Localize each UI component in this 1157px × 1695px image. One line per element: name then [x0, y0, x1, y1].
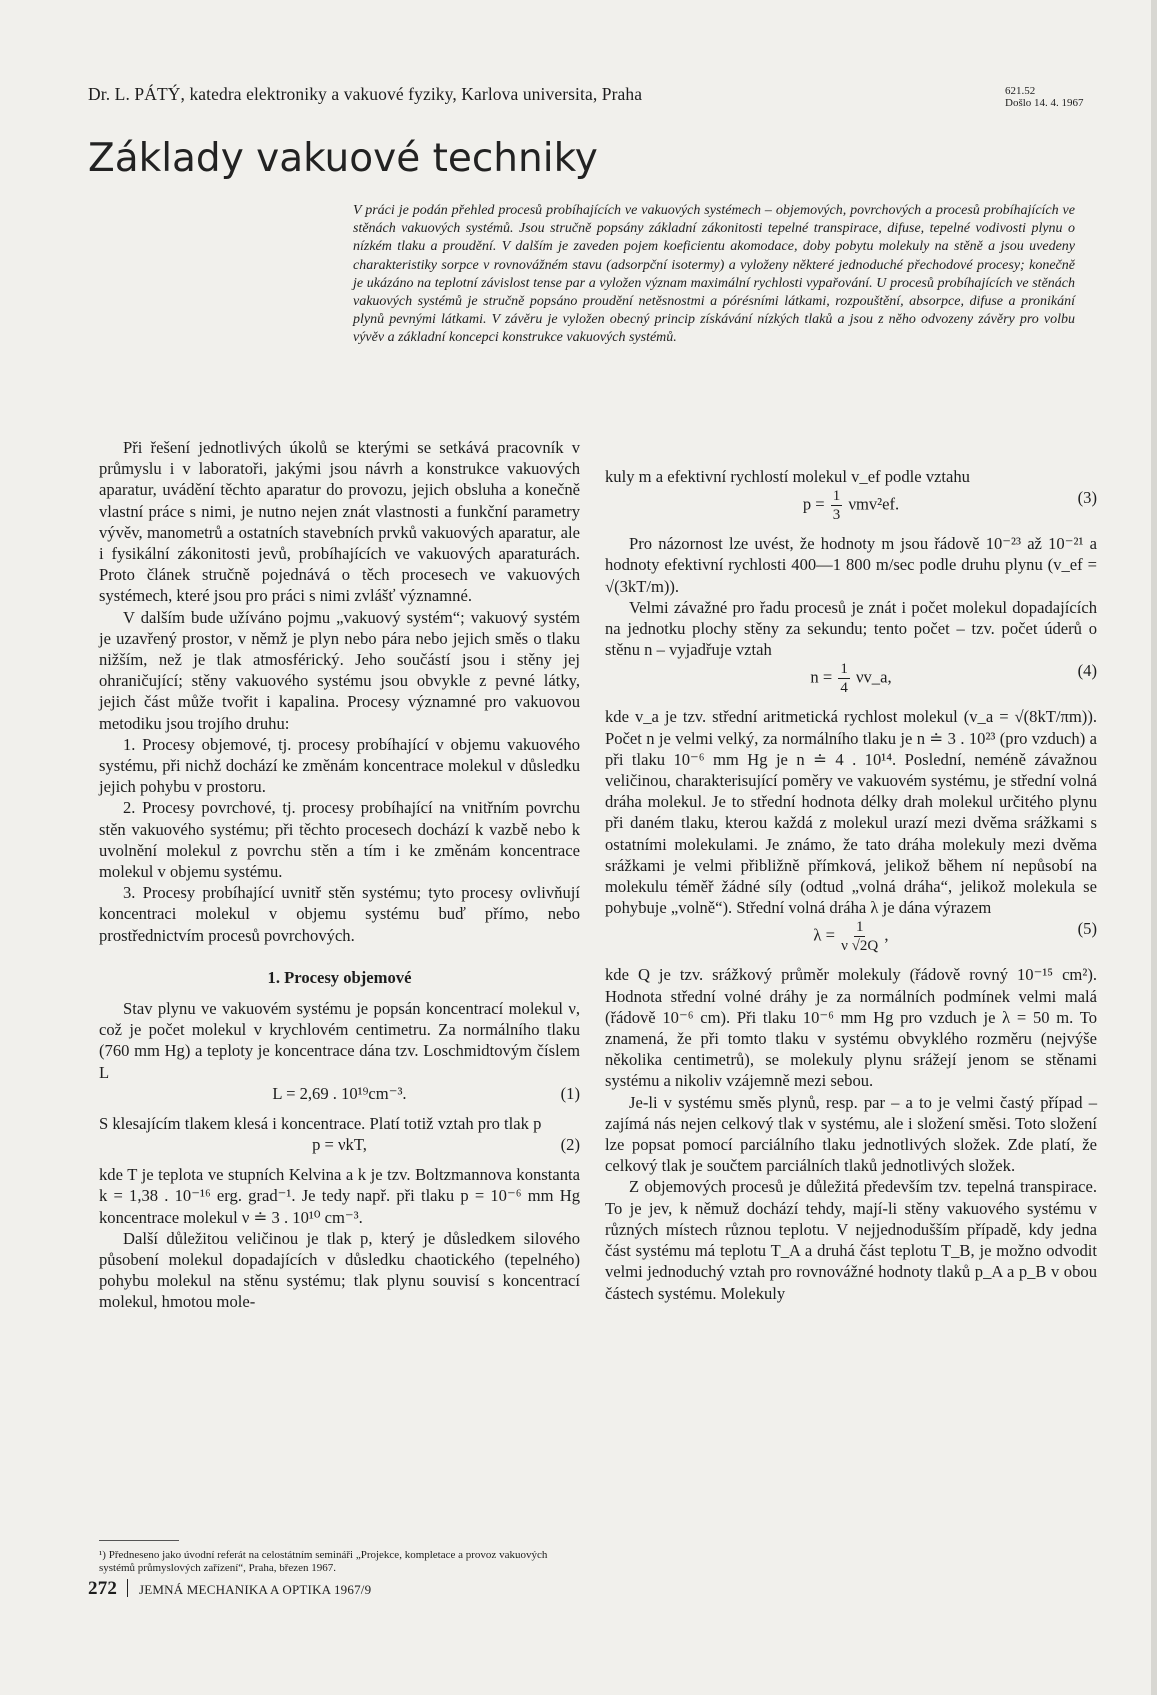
equation-number: (4)	[1077, 661, 1097, 681]
right-column	[605, 466, 1097, 1304]
paragraph: kuly m a efektivní rychlostí molekul v_ef podle vztahu	[605, 467, 970, 486]
paragraph: Z objemových procesů je důležitá především tzv. tepelná transpirace. To je jev, k němuž dochází tehdy, mají-li stěny vakuového systému v různých místech různou teplotu. V nejjednodušším případě, kdy jedna část systému má teplotu T_A a druhá část teplotu T_B, je možno odvodit velmi jednoduchý vztah pro rovnovážné hodnoty tlaků p_A a p_B v obou částech systému. Molekuly	[605, 1177, 1097, 1303]
paragraph: V dalším bude užíváno pojmu „vakuový systém“; vakuový systém je uzavřený prostor, v němž je plyn nebo pára nebo jejich směs o tlaku nižším, než je tlak atmosférický. Jeho součástí jsou i stěny jej ohraničující; stěny vakuového systému jsou obvykle z pevné látky, jejich část může tvořit i kapalina. Procesy významné pro vakuovou metodiku jsou trojího druhu:	[99, 607, 580, 733]
equation-number: (1)	[560, 1083, 580, 1103]
paragraph: Další důležitou veličinou je tlak p, který je důsledkem silového působení molekul dopadajících v důsledku chaotického (tepelného) pohybu molekul na stěnu systému; tlak plynu souvisí s koncentrací molekul, hmotou mole-	[99, 1228, 580, 1312]
footnote: ¹) Předneseno jako úvodní referát na celostátním semináři „Projekce, kompletace a provoz vakuových systémů průmyslových zařízení“, Praha, březen 1967.	[99, 1549, 548, 1574]
paragraph: kde v_a je tzv. střední aritmetická rychlost molekul (v_a = √(8kT/πm)). Počet n je velmi velký, za normálního tlaku je n ≐ 3 . 10²³ (pro vzduch) a při tlaku 10⁻⁶ mm Hg je n ≐ 4 . 10¹⁴. Poslední, neméně závažnou veličinou, charakterisující poměry ve vakuovém systému, je střední volná dráha molekul. Je to střední hodnota délky drah molekul určitého plynu při daném tlaku, kterou každá z molekul urazí mezi dvěma srážkami s ostatními molekulami. Je známo, že tato dráha molekuly mezi dvěma srážkami je velmi přibližně přímková, jelikož během ní nepůsobí na molekulu téměř žádné síly (odtud „volná dráha“, jelikož molekula se pohybuje „volně“). Střední volná dráha λ je dána výrazem	[605, 707, 1097, 918]
page-footer	[88, 1578, 371, 1600]
paragraph: Stav plynu ve vakuovém systému je popsán koncentrací molekul ν, což je počet molekul v krychlovém centimetru. Za normálního tlaku (760 mm Hg) a teploty je koncentrace dána tzv. Loschmidtovým číslem L	[99, 999, 580, 1082]
list-item: 1. Procesy objemové, tj. procesy probíhající v objemu vakuového systému, při nichž dochází ke změnám koncentrace molekul v důsledku jejich pohybu v prostoru.	[99, 734, 580, 797]
equation-expression: L = 2,69 . 10¹⁹cm⁻³.	[272, 1083, 407, 1103]
equation-4	[605, 660, 1097, 706]
equation-number: (3)	[1077, 488, 1097, 508]
page-number: 272	[88, 1578, 118, 1599]
classification-code: 621.52	[1005, 85, 1036, 97]
fraction-denominator: 4	[840, 680, 848, 697]
paragraph: Je-li v systému směs plynů, resp. par – a to je velmi častý případ – zajímá nás nejen celkový tlak v systému, ale i složení směsi. Toto složení lze popsat pomocí parciálního tlaku jednotlivých složek. Zde platí, že celkový tlak je součtem parciálních tlaků jednotlivých složek.	[605, 1092, 1097, 1176]
list-item: 2. Procesy povrchové, tj. procesy probíhající na vnitřním povrchu stěn vakuového systému; při těchto procesech dochází k vazbě nebo k uvolnění molekul z povrchu stěn a tím i ke změnám koncentrace molekul v objemu systému.	[99, 798, 580, 882]
paragraph: kde Q je tzv. srážkový průměr molekuly (řádově rovný 10⁻¹⁵ cm²). Hodnota střední volné dráhy je za normálních podmínek velmi malá (řádově 10⁻⁶ cm). Při tlaku 10⁻⁶ mm Hg pro vzduch je λ = 50 m. To znamená, že při tomto tlaku v systému obvyklého rozměru (nejvýše několika centimetrů), se molekuly plynu srážejí jenom se stěnami systému a nikoliv vzájemně mezi sebou.	[605, 965, 1097, 1091]
paragraph: Velmi závažné pro řadu procesů je znát i počet molekul dopadajících na jednotku plochy stěny za sekundu; tento počet – tzv. počet úderů o stěnu n – vyjadřuje vztah	[605, 597, 1097, 660]
journal-name: JEMNÁ MECHANIKA A OPTIKA 1967/9	[139, 1582, 372, 1597]
fraction-numerator: 1	[855, 919, 864, 936]
abstract: V práci je podán přehled procesů probíhajících ve vakuových systémech – objemových, povrchových a procesů probíhajících ve stěnách vakuových systémů. Jsou stručně popsány základní zákonitosti tepelné transpirace, difuse, tepelné vodivosti plynu o nízkém tlaku a proudění. V dalším je zaveden pojem koeficientu akomodace, doby pobytu molekuly na stěně a jsou uvedeny charakteristiky sorpce v rovnovážném stavu (adsorpční isotermy) a vyloženy některé jednoduché přechodové procesy; konečně je ukázáno na teplotní závislost tense par a vyložen význam maximální rychlosti vypařování. U procesů probíhajících ve stěnách vakuových systémů je stručně popsáno proudění netěsnostmi a pórésními látkami, rozpouštění, absorpce, difuse a pronikání plynů pevnými látkami. V závěru je vyložen obecný princip získávání nízkých tlaků a jsou z něho odvozeny závěry pro volbu vývěv a základní koncepci konstrukce vakuových systémů.	[353, 203, 1075, 346]
fraction-numerator: 1	[840, 661, 848, 678]
left-column	[99, 437, 580, 1313]
equation-number: (2)	[560, 1135, 580, 1155]
section-heading: 1. Procesy objemové	[267, 967, 412, 987]
equation-2	[99, 1134, 580, 1164]
article-title: Základy vakuové techniky	[88, 136, 598, 181]
fraction	[838, 660, 850, 697]
received-date: Došlo 14. 4. 1967	[1005, 97, 1084, 109]
paragraph: Při řešení jednotlivých úkolů se kterými se setkává pracovník v průmyslu i v laboratoři, jakými jsou návrh a konstrukce vakuových aparatur, uvádění těchto aparatur do provozu, jejich obsluha a konečně vlastní práce s nimi, je nutno nejen znát vlastnosti a funkční parametry vývěv, manometrů a ostatních stavebních prvků vakuových aparatur, ale i fysikální zákonitosti jevů, probíhajících ve vakuových aparaturách. Proto článek stručně pojednává o těch procesech ve vakuových systémech, které jsou pro práci s nimi zvlášť významné.	[99, 438, 580, 606]
fraction	[841, 918, 878, 955]
footnote-rule	[99, 1540, 179, 1541]
equation-1	[99, 1083, 580, 1113]
author-line: Dr. L. PÁTÝ, katedra elektroniky a vakuové fyziky, Karlova universita, Praha	[88, 84, 643, 104]
equation-expression: p = νkT,	[312, 1135, 367, 1155]
list-item: 3. Procesy probíhající uvnitř stěn systému; tyto procesy ovlivňují koncentraci molekul v objemu systému buď přímo, nebo prostřednictvím procesů povrchových.	[99, 883, 580, 945]
equation-lhs: λ =	[813, 925, 835, 945]
equation-tail: ,	[884, 925, 889, 945]
equation-rhs: νmv²ef.	[848, 494, 900, 514]
paragraph: Pro názornost lze uvést, že hodnoty m jsou řádově 10⁻²³ až 10⁻²¹ a hodnoty efektivní rychlosti 400—1 800 m/sec podle druhu plynu (v_ef = √(3kT/m)).	[605, 534, 1097, 596]
equation-rhs: νv_a,	[856, 667, 892, 687]
equation-lhs: p =	[802, 494, 825, 514]
classification-block	[1005, 85, 1084, 109]
fraction-denominator: ν √2Q	[841, 938, 879, 955]
equation-3	[605, 487, 1097, 533]
page-edge-shadow	[1151, 0, 1157, 1695]
fraction	[831, 487, 843, 524]
paragraph: S klesajícím tlakem klesá i koncentrace. Platí totiž vztah pro tlak p	[99, 1113, 542, 1133]
equation-number: (5)	[1077, 919, 1097, 939]
fraction-denominator: 3	[832, 507, 841, 524]
equation-lhs: n =	[810, 667, 833, 687]
paragraph: kde T je teplota ve stupních Kelvina a k je tzv. Boltzmannova konstanta k = 1,38 . 10⁻¹⁶ erg. grad⁻¹. Je tedy např. při tlaku p = 10⁻⁶ mm Hg koncentrace molekul ν ≐ 3 . 10¹⁰ cm⁻³.	[99, 1165, 580, 1227]
footer-divider	[127, 1579, 128, 1597]
equation-5	[605, 918, 1097, 964]
fraction-numerator: 1	[832, 488, 841, 505]
